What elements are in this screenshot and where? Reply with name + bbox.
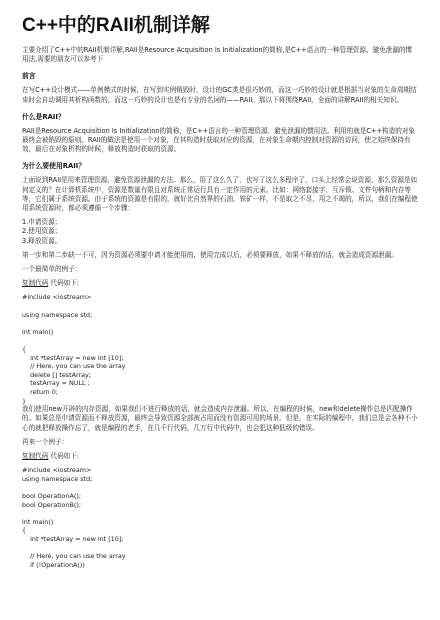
example1-intro: 一个最简单的例子： bbox=[22, 265, 82, 274]
code-line: bool OperationA(); bbox=[22, 491, 81, 500]
list-item: 1.申请资源； bbox=[22, 218, 62, 227]
code-line bbox=[22, 544, 418, 553]
article-body bbox=[22, 14, 418, 569]
heading-why-raii: 为什么要使用RAII？ bbox=[22, 162, 86, 171]
code-header-1 bbox=[22, 279, 418, 288]
code-line: delete [] testArray; bbox=[22, 370, 91, 379]
code-line: if (!OperationA()) bbox=[22, 560, 85, 569]
code-line: int main() bbox=[22, 327, 54, 336]
code-header-2 bbox=[22, 452, 418, 461]
code-label: 代码如下: bbox=[48, 279, 80, 288]
code-line bbox=[22, 509, 418, 518]
steps-explanation-paragraph: 第一步和第二步缺一不可，因为资源必须要申请才能使用的，使用完成以后，必须要释放，如果不释放的话，就会造成资源泄漏。 bbox=[22, 250, 398, 259]
example2-intro: 再来一个例子： bbox=[22, 437, 69, 446]
code-line: // Here, you can use the array bbox=[22, 552, 126, 561]
intro-paragraph: 主要介绍了C++中的RAII机制详解,RAII是Resource Acquisition Is Initialization的简称,是C++语言的一种管理资源、避免泄漏的惯用法,需要的朋友可以参考下 bbox=[22, 46, 413, 64]
code-line bbox=[22, 336, 418, 345]
code-line: using namespace std; bbox=[22, 310, 93, 319]
code-block-1 bbox=[22, 293, 418, 405]
code-line: #include <iostream> bbox=[22, 466, 92, 475]
copy-code-link[interactable]: 复制代码 bbox=[22, 451, 49, 460]
code-line: int main() bbox=[22, 517, 54, 526]
after-example1-paragraph: 我们使用new开辟的内存资源，如果我们不进行释放的话，就会造成内存泄漏。所以，在编程的时候，new和delete操作总是匹配操作的。如果总是申请资源而不释放资源，最终会导致资源全部被占用而没有资源可用的场景。但是，在实际的编程中，我们总是会各种不小心的就把释放操作忘了，就是编程的老手，在几千行代码，几万行中代码中，也会犯这种低级的错误。 bbox=[22, 405, 418, 432]
code-block-2 bbox=[22, 466, 418, 569]
code-line: int *testArray = new int [10]; bbox=[22, 534, 124, 543]
list-item: 2.使用资源； bbox=[22, 227, 62, 236]
code-line: int *testArray = new int [10]; bbox=[22, 353, 124, 362]
page-title: C++中的RAII机制详解 bbox=[22, 15, 210, 36]
code-line: // Here, you can use the array bbox=[22, 362, 126, 371]
what-is-raii-paragraph: RAII是Resource Acquisition Is Initialization的简称，是C++语言的一种管理资源、避免泄漏的惯用法。利用的就是C++构造的对象最终会被销毁的原则。RAII的做法是使用一个对象，在其构造时获取对应的资源，在对象生命期内控制对资源的访问，使之始终保持有效，最后在对象析构的时候，释放构造时获取的资源。 bbox=[22, 126, 416, 154]
code-line: return 0; bbox=[22, 387, 58, 396]
code-line: #include <iostream> bbox=[22, 293, 92, 302]
heading-preface: 前言 bbox=[22, 72, 36, 81]
preface-paragraph: 在写C++设计模式——单例模式的时候，在写到实例销毁时，设计的GC类是很巧妙的，而这一巧妙的设计就是根据当对象的生命周期结束时会自动调用其析构函数的，而这一巧妙的设计也是有专业的名词的——RAII。那以下将围绕RAII，全面的讲解RAII的相关知识。 bbox=[22, 86, 417, 104]
code-line bbox=[22, 483, 418, 492]
code-line: using namespace std; bbox=[22, 474, 93, 483]
copy-code-link[interactable]: 复制代码 bbox=[22, 279, 49, 288]
code-line: { bbox=[22, 526, 27, 535]
code-line bbox=[22, 302, 418, 311]
code-label: 代码如下: bbox=[48, 451, 80, 460]
code-line bbox=[22, 319, 418, 328]
list-item: 3.释放资源。 bbox=[22, 236, 62, 245]
steps-list bbox=[22, 218, 418, 246]
code-line: { bbox=[22, 345, 27, 354]
why-raii-paragraph: 上面说到RAII是用来管理资源、避免资源泄漏的方法。那么，用了这么久了，也写了这么多程序了，口头上经常会说资源，那么资源是如何定义的？在计算机系统中，资源是数量有限且对系统正常运行具有一定作用的元素。比如：网络套接字、互斥锁、文件句柄和内存等等，它们属于系统资源。由于系统的资源是有限的，就好比自然界的石油，铁矿一样，不是取之不尽，用之不竭的，所以，我们在编程使用系统资源时，都必须遵循一个步骤： bbox=[22, 176, 418, 213]
code-line: testArray = NULL ; bbox=[22, 379, 90, 388]
heading-what-is-raii: 什么是RAII？ bbox=[22, 112, 65, 121]
code-line: bool OperationB(); bbox=[22, 500, 82, 509]
code-line: } bbox=[22, 396, 27, 405]
